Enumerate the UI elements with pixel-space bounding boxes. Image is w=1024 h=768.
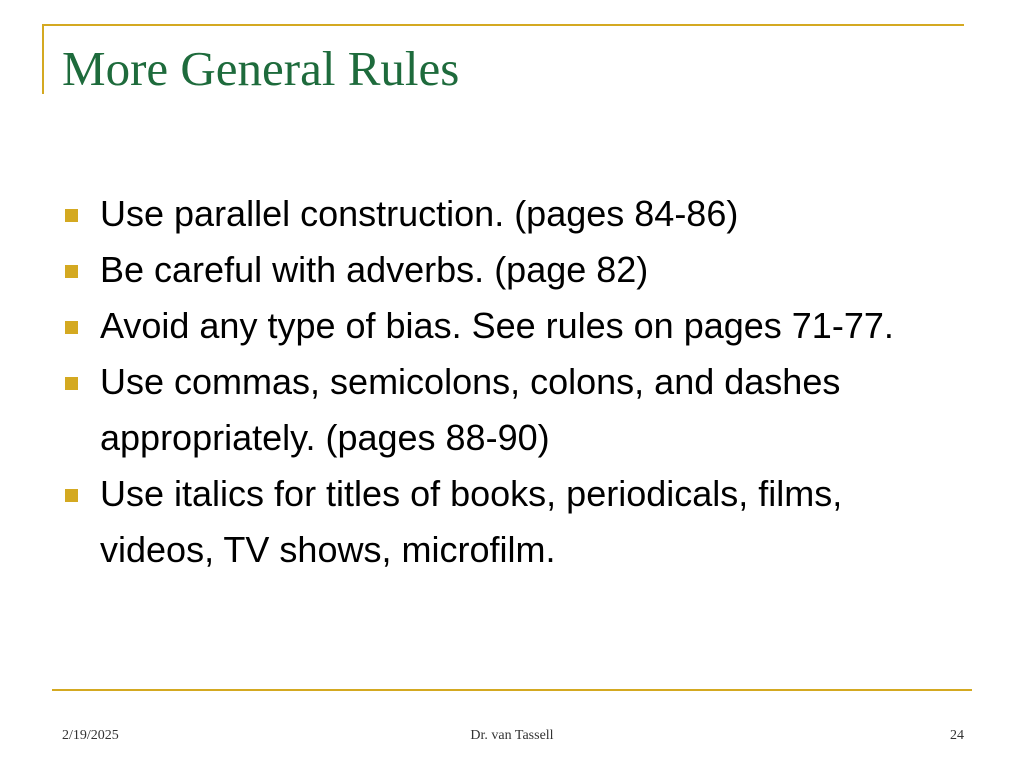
square-bullet-icon [65, 209, 78, 222]
bullet-item [62, 354, 962, 466]
bullet-item [62, 186, 962, 242]
bullet-item [62, 242, 962, 298]
footer-date: 2/19/2025 [62, 728, 119, 743]
bullet-text: Avoid any type of bias. See rules on pages 71-77. [100, 305, 894, 346]
bullet-text: Use italics for titles of books, periodicals, films, videos, TV shows, microfilm. [100, 473, 843, 570]
square-bullet-icon [65, 377, 78, 390]
bottom-divider-line [52, 689, 972, 691]
footer-page-number: 24 [950, 728, 964, 743]
bullet-text: Use commas, semicolons, colons, and dashes appropriately. (pages 88-90) [100, 361, 841, 458]
bullet-item [62, 466, 962, 578]
square-bullet-icon [65, 265, 78, 278]
slide-title: More General Rules [62, 41, 460, 96]
bullet-item [62, 298, 962, 354]
square-bullet-icon [65, 489, 78, 502]
square-bullet-icon [65, 321, 78, 334]
footer-author: Dr. van Tassell [470, 728, 554, 743]
top-accent-line [42, 24, 964, 26]
bullet-text: Use parallel construction. (pages 84-86) [100, 193, 739, 234]
bullet-text: Be careful with adverbs. (page 82) [100, 249, 649, 290]
bullet-list [62, 186, 962, 578]
left-accent-line [42, 24, 44, 94]
